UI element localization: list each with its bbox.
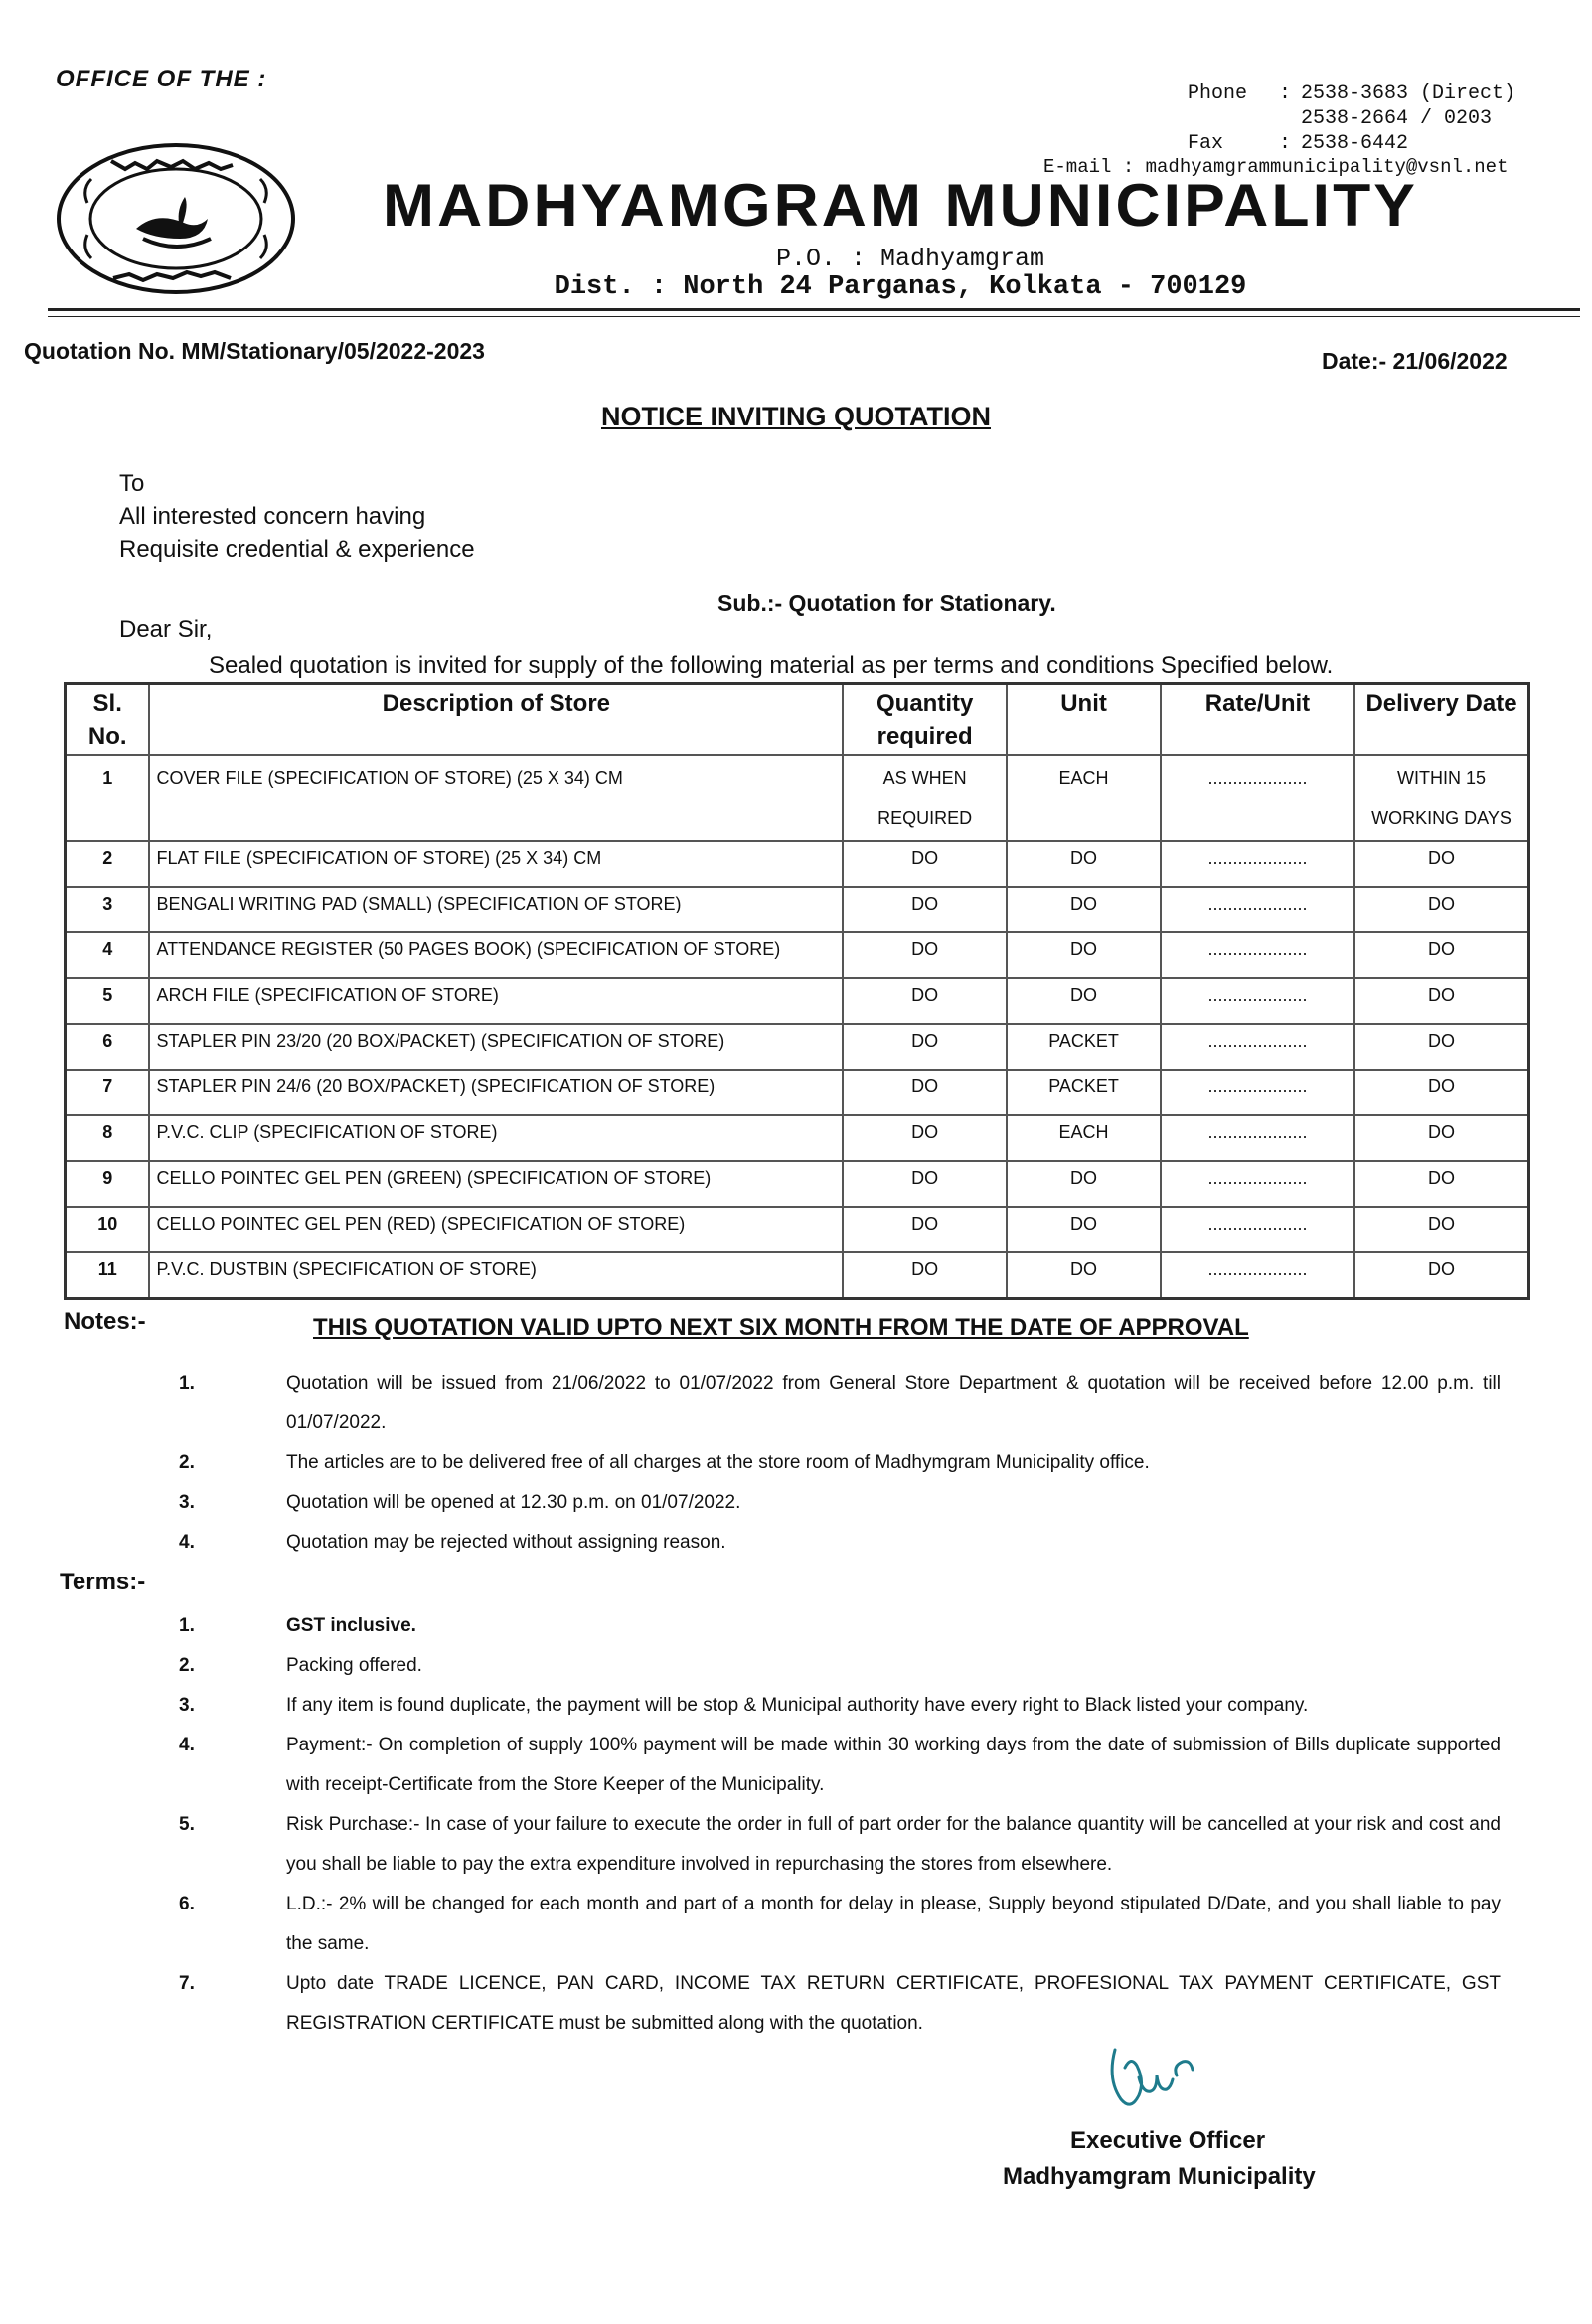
cell-sl: 9 bbox=[66, 1161, 150, 1207]
phone-other: 2538-2664 / 0203 bbox=[1301, 107, 1493, 130]
cell-description: CELLO POINTEC GEL PEN (RED) (SPECIFICATION OF STORE) bbox=[149, 1207, 843, 1252]
cell-rate: .................... bbox=[1161, 755, 1354, 841]
notes-list bbox=[179, 1364, 1501, 1563]
header-quantity: Quantity required bbox=[843, 684, 1007, 756]
cell-rate: .................... bbox=[1161, 841, 1354, 887]
cell-delivery: DO bbox=[1354, 887, 1529, 932]
cell-quantity: DO bbox=[843, 1024, 1007, 1070]
to-line: To bbox=[119, 470, 145, 497]
cell-unit: DO bbox=[1007, 978, 1161, 1024]
term-number: 1. bbox=[179, 1615, 195, 1636]
list-item bbox=[179, 1443, 1501, 1483]
subject-line: Sub.:- Quotation for Stationary. bbox=[717, 590, 1056, 616]
cell-unit: DO bbox=[1007, 841, 1161, 887]
cell-rate: .................... bbox=[1161, 1252, 1354, 1299]
quotation-number: Quotation No. MM/Stationary/05/2022-2023 bbox=[24, 338, 485, 364]
terms-heading: Terms:- bbox=[60, 1569, 146, 1595]
term-number: 3. bbox=[179, 1695, 195, 1716]
notes-heading: Notes:- bbox=[64, 1308, 146, 1335]
note-text: Quotation will be opened at 12.30 p.m. on 01/07/2022. bbox=[286, 1492, 741, 1513]
term-number: 6. bbox=[179, 1894, 195, 1914]
cell-sl: 2 bbox=[66, 841, 150, 887]
cell-rate: .................... bbox=[1161, 1115, 1354, 1161]
cell-delivery: DO bbox=[1354, 1252, 1529, 1299]
table-row bbox=[66, 1161, 1529, 1207]
fax-number: 2538-6442 bbox=[1301, 132, 1409, 155]
notice-title: NOTICE INVITING QUOTATION bbox=[601, 402, 991, 431]
signatory-title: Executive Officer bbox=[1070, 2127, 1266, 2154]
cell-quantity: DO bbox=[843, 1070, 1007, 1115]
salutation: Dear Sir, bbox=[119, 616, 213, 643]
signatory-org: Madhyamgram Municipality bbox=[1003, 2163, 1316, 2190]
header-rule bbox=[48, 308, 1580, 311]
cell-delivery: DO bbox=[1354, 1161, 1529, 1207]
cell-sl: 5 bbox=[66, 978, 150, 1024]
cell-sl: 10 bbox=[66, 1207, 150, 1252]
cell-quantity: DO bbox=[843, 1207, 1007, 1252]
terms-list bbox=[179, 1606, 1501, 2044]
term-text: Packing offered. bbox=[286, 1655, 422, 1676]
addressee-block bbox=[119, 467, 475, 566]
cell-delivery: DO bbox=[1354, 1115, 1529, 1161]
cell-unit: PACKET bbox=[1007, 1024, 1161, 1070]
email-label: E-mail : bbox=[1043, 156, 1135, 178]
list-item bbox=[179, 1364, 1501, 1443]
cell-rate: .................... bbox=[1161, 1070, 1354, 1115]
cell-sl: 1 bbox=[66, 755, 150, 841]
table-header-row bbox=[66, 684, 1529, 756]
cell-quantity: DO bbox=[843, 841, 1007, 887]
list-item bbox=[179, 1686, 1501, 1726]
cell-delivery: DO bbox=[1354, 1024, 1529, 1070]
phone-label: Phone bbox=[1188, 83, 1248, 105]
cell-rate: .................... bbox=[1161, 887, 1354, 932]
cell-sl: 6 bbox=[66, 1024, 150, 1070]
header-unit: Unit bbox=[1007, 684, 1161, 756]
note-number: 3. bbox=[179, 1492, 195, 1513]
store-table bbox=[64, 682, 1530, 1300]
table-row bbox=[66, 887, 1529, 932]
list-item bbox=[179, 1885, 1501, 1964]
cell-description: STAPLER PIN 24/6 (20 BOX/PACKET) (SPECIFICATION OF STORE) bbox=[149, 1070, 843, 1115]
cell-rate: .................... bbox=[1161, 1024, 1354, 1070]
note-number: 2. bbox=[179, 1452, 195, 1473]
post-office: P.O. : Madhyamgram bbox=[775, 245, 1045, 273]
note-text: Quotation may be rejected without assigning reason. bbox=[286, 1532, 726, 1553]
cell-delivery: DO bbox=[1354, 1070, 1529, 1115]
list-item bbox=[179, 1523, 1501, 1563]
table-row bbox=[66, 1252, 1529, 1299]
table-row bbox=[66, 1070, 1529, 1115]
phone-direct: 2538-3683 (Direct) bbox=[1301, 83, 1516, 105]
cell-quantity: DO bbox=[843, 887, 1007, 932]
cell-delivery: DO bbox=[1354, 978, 1529, 1024]
list-item bbox=[179, 1606, 1501, 1646]
note-text: Quotation will be issued from 21/06/2022 to 01/07/2022 from General Store Department & quotation will be received before 12.00 p.m. till 01/07/2022. bbox=[286, 1373, 1501, 1433]
list-item bbox=[179, 1805, 1501, 1885]
term-number: 7. bbox=[179, 1973, 195, 1994]
table-row bbox=[66, 1115, 1529, 1161]
note-text: The articles are to be delivered free of all charges at the store room of Madhymgram Municipality office. bbox=[286, 1452, 1150, 1473]
note-number: 4. bbox=[179, 1532, 195, 1553]
header-rate: Rate/Unit bbox=[1161, 684, 1354, 756]
list-item bbox=[179, 1646, 1501, 1686]
cell-delivery: DO bbox=[1354, 932, 1529, 978]
cell-unit: DO bbox=[1007, 1252, 1161, 1299]
cell-description: ARCH FILE (SPECIFICATION OF STORE) bbox=[149, 978, 843, 1024]
term-text: Risk Purchase:- In case of your failure to execute the order in full of part order for the balance quantity will be cancelled at your risk and cost and you shall be liable to pay the extra expenditure involved in repurchasing the stores from elsewhere. bbox=[286, 1814, 1501, 1875]
addressee-line-2: Requisite credential & experience bbox=[119, 536, 475, 563]
list-item bbox=[179, 1964, 1501, 2044]
cell-sl: 8 bbox=[66, 1115, 150, 1161]
cell-sl: 4 bbox=[66, 932, 150, 978]
cell-delivery: DO bbox=[1354, 841, 1529, 887]
cell-description: STAPLER PIN 23/20 (20 BOX/PACKET) (SPECIFICATION OF STORE) bbox=[149, 1024, 843, 1070]
cell-description: P.V.C. DUSTBIN (SPECIFICATION OF STORE) bbox=[149, 1252, 843, 1299]
table-row bbox=[66, 1207, 1529, 1252]
fax-label: Fax bbox=[1188, 132, 1224, 155]
cell-description: P.V.C. CLIP (SPECIFICATION OF STORE) bbox=[149, 1115, 843, 1161]
header-sl-no: Sl. No. bbox=[66, 684, 150, 756]
cell-unit: PACKET bbox=[1007, 1070, 1161, 1115]
signature-icon bbox=[1093, 2038, 1212, 2127]
cell-description: ATTENDANCE REGISTER (50 PAGES BOOK) (SPECIFICATION OF STORE) bbox=[149, 932, 843, 978]
cell-delivery: WITHIN 15 WORKING DAYS bbox=[1354, 755, 1529, 841]
list-item bbox=[179, 1726, 1501, 1805]
table-row bbox=[66, 932, 1529, 978]
cell-description: FLAT FILE (SPECIFICATION OF STORE) (25 X 34) CM bbox=[149, 841, 843, 887]
email-address: madhyamgrammunicipality@vsnl.net bbox=[1145, 156, 1509, 178]
table-row bbox=[66, 755, 1529, 841]
municipality-name: MADHYAMGRAM MUNICIPALITY bbox=[383, 172, 1419, 239]
addressee-line-1: All interested concern having bbox=[119, 503, 426, 530]
cell-unit: DO bbox=[1007, 1161, 1161, 1207]
term-number: 2. bbox=[179, 1655, 195, 1676]
cell-sl: 7 bbox=[66, 1070, 150, 1115]
note-number: 1. bbox=[179, 1373, 195, 1394]
cell-description: COVER FILE (SPECIFICATION OF STORE) (25 X 34) CM bbox=[149, 755, 843, 841]
table-row bbox=[66, 1024, 1529, 1070]
intro-text: Sealed quotation is invited for supply of the following material as per terms and conditions Specified below. bbox=[209, 652, 1334, 679]
term-text: If any item is found duplicate, the payment will be stop & Municipal authority have every right to Black listed your company. bbox=[286, 1695, 1309, 1716]
cell-rate: .................... bbox=[1161, 1207, 1354, 1252]
validity-statement: THIS QUOTATION VALID UPTO NEXT SIX MONTH FROM THE DATE OF APPROVAL bbox=[313, 1314, 1249, 1341]
term-text: L.D.:- 2% will be changed for each month and part of a month for delay in please, Supply beyond stipulated D/Date, and you shall liable to pay the same. bbox=[286, 1894, 1501, 1954]
cell-unit: DO bbox=[1007, 932, 1161, 978]
notice-date: Date:- 21/06/2022 bbox=[1322, 348, 1508, 374]
header-delivery: Delivery Date bbox=[1354, 684, 1529, 756]
cell-quantity: DO bbox=[843, 932, 1007, 978]
office-of-label: OFFICE OF THE : bbox=[56, 66, 267, 92]
term-text: Upto date TRADE LICENCE, PAN CARD, INCOME TAX RETURN CERTIFICATE, PROFESIONAL TAX PAYMENT CERTIFICATE, GST REGISTRATION CERTIFICATE must be submitted along with the quotation. bbox=[286, 1973, 1501, 2034]
term-number: 5. bbox=[179, 1814, 195, 1835]
table-row bbox=[66, 978, 1529, 1024]
cell-rate: .................... bbox=[1161, 932, 1354, 978]
cell-quantity: DO bbox=[843, 978, 1007, 1024]
cell-sl: 11 bbox=[66, 1252, 150, 1299]
cell-unit: DO bbox=[1007, 1207, 1161, 1252]
cell-quantity: AS WHEN REQUIRED bbox=[843, 755, 1007, 841]
cell-sl: 3 bbox=[66, 887, 150, 932]
table-row bbox=[66, 841, 1529, 887]
cell-rate: .................... bbox=[1161, 978, 1354, 1024]
cell-description: BENGALI WRITING PAD (SMALL) (SPECIFICATION OF STORE) bbox=[149, 887, 843, 932]
term-text: Payment:- On completion of supply 100% payment will be made within 30 working days from the date of submission of Bills duplicate supported with receipt-Certificate from the Store Keeper of the Municipality. bbox=[286, 1735, 1501, 1795]
list-item bbox=[179, 1483, 1501, 1523]
term-text: GST inclusive. bbox=[286, 1615, 416, 1636]
cell-delivery: DO bbox=[1354, 1207, 1529, 1252]
cell-unit: EACH bbox=[1007, 1115, 1161, 1161]
cell-description: CELLO POINTEC GEL PEN (GREEN) (SPECIFICATION OF STORE) bbox=[149, 1161, 843, 1207]
cell-rate: .................... bbox=[1161, 1161, 1354, 1207]
cell-quantity: DO bbox=[843, 1252, 1007, 1299]
term-number: 4. bbox=[179, 1735, 195, 1755]
district-address: Dist. : North 24 Parganas, Kolkata - 700129 bbox=[554, 272, 1247, 302]
cell-quantity: DO bbox=[843, 1161, 1007, 1207]
header-rule-thin bbox=[48, 316, 1580, 317]
contact-block: Phone : 2538-3683 (Direct) 2538-2664 / 0203 Fax : 2538-6442 bbox=[1188, 83, 1516, 155]
cell-unit: DO bbox=[1007, 887, 1161, 932]
cell-quantity: DO bbox=[843, 1115, 1007, 1161]
cell-unit: EACH bbox=[1007, 755, 1161, 841]
header-description: Description of Store bbox=[149, 684, 843, 756]
